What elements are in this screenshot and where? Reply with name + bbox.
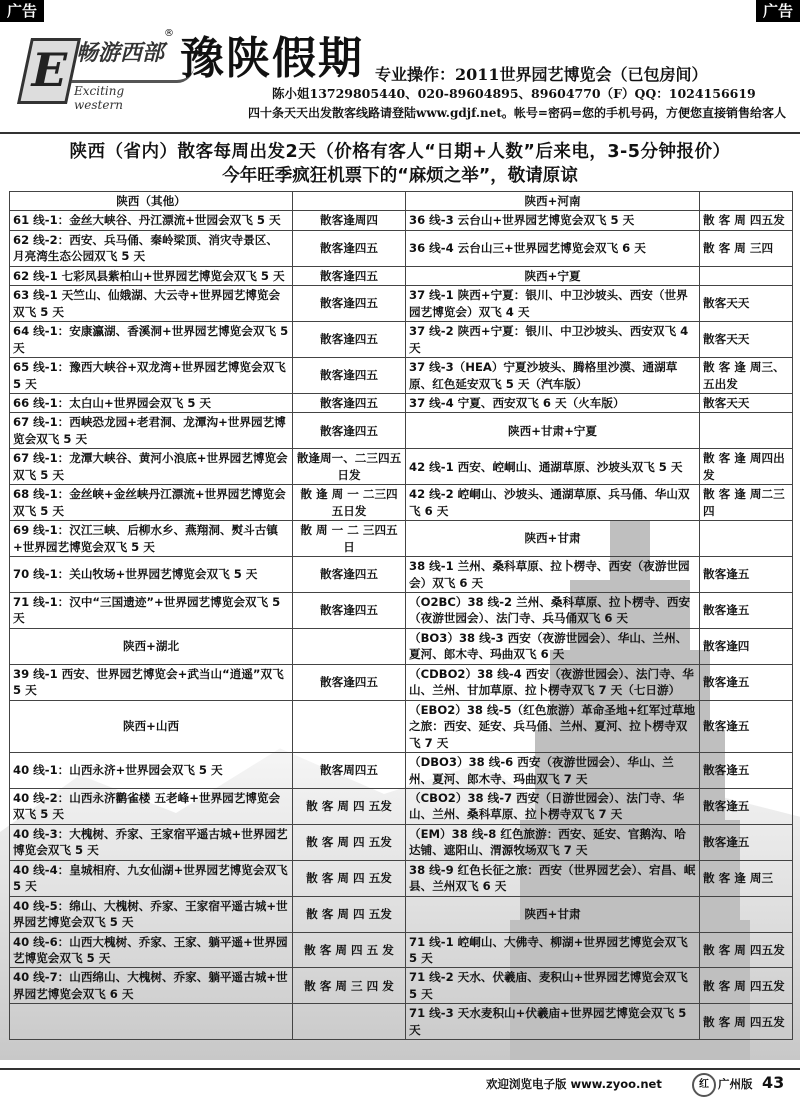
departure-left: 散客逢四五 — [293, 557, 406, 593]
table-row — [10, 824, 793, 860]
table-row — [10, 968, 793, 1004]
route-left: 40 线-4：皇城相府、九女仙湖+世界园艺博览会双飞 5 天 — [10, 860, 293, 896]
section-header-right: 陕西+宁夏 — [406, 266, 700, 285]
logo-e-icon: E — [17, 38, 81, 104]
header-left: 陕西（其他） — [10, 192, 293, 211]
header-right: 陕西+河南 — [406, 192, 700, 211]
table-row — [10, 230, 793, 266]
table-row — [10, 413, 793, 449]
header — [0, 18, 800, 130]
blank-cell — [700, 896, 793, 932]
footer-logo-icon: 红 — [692, 1073, 716, 1097]
route-right: （CDBO2）38 线-4 西安（夜游世园会）、法门寺、华山、兰州、甘加草原、拉卜楞寺双飞 7 天（七日游） — [406, 664, 700, 700]
departure-right: 散 客 逢 周三 — [700, 860, 793, 896]
website-line: 四十条天天出发散客线路请登陆www.gdjf.net。帐号=密码=您的手机号码，方便您直接销售给客人 — [248, 106, 787, 120]
route-right: 38 线-1 兰州、桑科草原、拉卜楞寺、西安（夜游世园会）双飞 6 天 — [406, 557, 700, 593]
table-row — [10, 521, 793, 557]
ad-label-left: 广告 — [0, 0, 44, 22]
departure-right: 散客逢五 — [700, 557, 793, 593]
headline-2: 今年旺季疯狂机票下的“麻烦之举”，敬请原谅 — [222, 166, 578, 186]
blank-cell — [700, 413, 793, 449]
departure-left: 散 客 周 四 五发 — [293, 788, 406, 824]
departure-right: 散 客 周 三四 — [700, 230, 793, 266]
departure-right: 散客逢五 — [700, 753, 793, 789]
route-left: 40 线-5：绵山、大槐树、乔家、王家宿平遥古城+世界园艺博览会双飞 5 天 — [10, 896, 293, 932]
route-left: 62 线-1 七彩凤县紫柏山+世界园艺博览会双飞 5 天 — [10, 266, 293, 285]
route-right: 71 线-1 崆峒山、大佛寺、柳湖+世界园艺博览会双飞 5 天 — [406, 932, 700, 968]
departure-right: 散客逢五 — [700, 788, 793, 824]
footer-site: 欢迎浏览电子版 www.zyoo.net — [486, 1077, 662, 1091]
route-right: 36 线-3 云台山+世界园艺博览会双飞 5 天 — [406, 211, 700, 230]
brand-title: 豫陕假期 — [180, 33, 364, 84]
departure-left: 散 逢 周 一 二三四五日发 — [293, 485, 406, 521]
departure-left: 散 客 周 三 四 发 — [293, 968, 406, 1004]
departure-left: 散 客 周 四 五发 — [293, 824, 406, 860]
table-row — [10, 557, 793, 593]
route-right: 42 线-1 西安、崆峒山、通湖草原、沙坡头双飞 5 天 — [406, 449, 700, 485]
table-row — [10, 860, 793, 896]
route-left: 68 线-1：金丝峡+金丝峡丹江漂流+世界园艺博览会双飞 5 天 — [10, 485, 293, 521]
table-header-row — [10, 192, 793, 211]
header-blank — [700, 192, 793, 211]
departure-left: 散客逢四五 — [293, 286, 406, 322]
route-left: 65 线-1：豫西大峡谷+双龙湾+世界园艺博览会双飞 5 天 — [10, 358, 293, 394]
route-right: 42 线-2 崆峒山、沙坡头、通湖草原、兵马俑、华山双飞 6 天 — [406, 485, 700, 521]
route-right: 37 线-4 宁夏、西安双飞 6 天（火车版） — [406, 393, 700, 412]
table-row — [10, 1004, 793, 1040]
departure-right: 散客天天 — [700, 322, 793, 358]
departure-left: 散客周四五 — [293, 753, 406, 789]
route-right: 36 线-4 云台山三+世界园艺博览会双飞 6 天 — [406, 230, 700, 266]
route-left: 40 线-6：山西大槐树、乔家、王家、躺平遥+世界园艺博览会双飞 5 天 — [10, 932, 293, 968]
departure-left: 散客逢四五 — [293, 322, 406, 358]
blank-cell — [293, 700, 406, 752]
departure-left: 散客逢四五 — [293, 266, 406, 285]
route-left: 63 线-1 天竺山、仙娥湖、大云寺+世界园艺博览会双飞 5 天 — [10, 286, 293, 322]
route-left: 71 线-1：汉中“三国遗迹”+世界园艺博览会双飞 5 天 — [10, 592, 293, 628]
company-logo — [14, 22, 174, 110]
table-row — [10, 286, 793, 322]
route-right: 71 线-2 天水、伏羲庙、麦积山+世界园艺博览会双飞 5 天 — [406, 968, 700, 1004]
table-row — [10, 485, 793, 521]
section-header-left: 陕西+湖北 — [10, 628, 293, 664]
route-right: （CBO2）38 线-7 西安（日游世园会）、法门寺、华山、兰州、桑科草原、拉卜楞寺双飞 7 天 — [406, 788, 700, 824]
departure-right: 散 客 周 四五发 — [700, 211, 793, 230]
contact-line: 陈小姐13729805440、020-89604895、89604770（F）QQ：1024156619 — [272, 86, 756, 101]
route-left: 40 线-2：山西永济鹳雀楼 五老峰+世界园艺博览会双飞 5 天 — [10, 788, 293, 824]
departure-left: 散 周 一 二 三四五日 — [293, 521, 406, 557]
departure-left: 散客逢四五 — [293, 413, 406, 449]
table-row — [10, 266, 793, 285]
departure-right: 散客逢四 — [700, 628, 793, 664]
table-row — [10, 393, 793, 412]
headline-1: 陕西（省内）散客每周出发2天（价格有客人“日期+人数”后来电，3-5分钟报价） — [69, 142, 731, 162]
route-left: 40 线-3：大槐树、乔家、王家宿平遥古城+世界园艺博览会双飞 5 天 — [10, 824, 293, 860]
departure-right: 散 客 逢 周四出发 — [700, 449, 793, 485]
logo-english-name: Exciting western — [74, 84, 125, 112]
departure-left — [293, 1004, 406, 1040]
route-left: 67 线-1：西峡恐龙园+老君洞、龙潭沟+世界园艺博览会双飞 5 天 — [10, 413, 293, 449]
footer — [0, 1068, 800, 1100]
table-row — [10, 664, 793, 700]
departure-right: 散 客 周 四五发 — [700, 932, 793, 968]
departure-right: 散客逢五 — [700, 700, 793, 752]
section-header-left: 陕西+山西 — [10, 700, 293, 752]
departure-left: 散客逢四五 — [293, 393, 406, 412]
departure-left: 散 客 周 四 五发 — [293, 896, 406, 932]
departure-left: 散 客 周 四 五 发 — [293, 932, 406, 968]
departure-left: 散客逢周四 — [293, 211, 406, 230]
operations-line: 专业操作：2011世界园艺博览会（已包房间） — [375, 65, 708, 84]
table-row — [10, 896, 793, 932]
route-right: （EBO2）38 线-5（红色旅游）革命圣地+红军过草地之旅：西安、延安、兵马俑、兰州、夏河、拉卜楞寺双飞 7 天 — [406, 700, 700, 752]
section-header-right: 陕西+甘肃+宁夏 — [406, 413, 700, 449]
table-row — [10, 788, 793, 824]
departure-right: 散客逢五 — [700, 824, 793, 860]
route-right: 37 线-1 陕西+宁夏：银川、中卫沙坡头、西安（世界园艺博览会）双飞 4 天 — [406, 286, 700, 322]
departure-left: 散客逢四五 — [293, 230, 406, 266]
route-left — [10, 1004, 293, 1040]
route-right: 37 线-2 陕西+宁夏：银川、中卫沙坡头、西安双飞 4 天 — [406, 322, 700, 358]
header-blank — [293, 192, 406, 211]
blank-cell — [700, 521, 793, 557]
schedule-table — [9, 191, 793, 1040]
route-left: 40 线-7：山西绵山、大槐树、乔家、躺平遥古城+世界园艺博览会双飞 6 天 — [10, 968, 293, 1004]
table-row — [10, 753, 793, 789]
departure-left: 散 客 周 四 五发 — [293, 860, 406, 896]
route-left: 61 线-1：金丝大峡谷、丹江漂流+世园会双飞 5 天 — [10, 211, 293, 230]
route-left: 66 线-1：太白山+世界园会双飞 5 天 — [10, 393, 293, 412]
departure-left: 散客逢四五 — [293, 592, 406, 628]
footer-edition: 广州版 — [718, 1077, 753, 1091]
departure-left: 散逢周一、二三四五日发 — [293, 449, 406, 485]
table-row — [10, 449, 793, 485]
departure-right: 散 客 逢 周三、五出发 — [700, 358, 793, 394]
route-right: （DBO3）38 线-6 西安（夜游世园会）、华山、兰州、夏河、郎木寺、玛曲双飞 7 天 — [406, 753, 700, 789]
route-right: （EM）38 线-8 红色旅游：西安、延安、官鹅沟、哈达铺、遮阳山、渭源牧场双飞 7 天 — [406, 824, 700, 860]
route-right: 37 线-3（HEA）宁夏沙坡头、腾格里沙漠、通湖草原、红色延安双飞 5 天（汽车版） — [406, 358, 700, 394]
table-row — [10, 211, 793, 230]
table-row — [10, 358, 793, 394]
blank-cell — [293, 628, 406, 664]
departure-right: 散 客 周 四五发 — [700, 1004, 793, 1040]
route-left: 69 线-1：汉江三峡、后柳水乡、燕翔洞、熨斗古镇+世界园艺博览会双飞 5 天 — [10, 521, 293, 557]
header-divider — [0, 132, 800, 134]
route-left: 70 线-1：关山牧场+世界园艺博览会双飞 5 天 — [10, 557, 293, 593]
route-right: （BO3）38 线-3 西安（夜游世园会）、华山、兰州、夏河、郎木寺、玛曲双飞 6 天 — [406, 628, 700, 664]
departure-right: 散客逢五 — [700, 592, 793, 628]
departure-right: 散客天天 — [700, 286, 793, 322]
route-left: 62 线-2：西安、兵马俑、秦岭梁顶、消灾寺景区、月亮湾生态公园双飞 5 天 — [10, 230, 293, 266]
section-header-right: 陕西+甘肃 — [406, 521, 700, 557]
blank-cell — [700, 266, 793, 285]
section-header-right: 陕西+甘肃 — [406, 896, 700, 932]
logo-chinese-name: 畅游西部 — [76, 41, 165, 66]
route-left: 39 线-1 西安、世界园艺博览会+武当山“逍遥”双飞 5 天 — [10, 664, 293, 700]
table-row — [10, 322, 793, 358]
departure-right: 散客逢五 — [700, 664, 793, 700]
table-row — [10, 700, 793, 752]
table-row — [10, 592, 793, 628]
registered-mark: ® — [164, 28, 174, 39]
departure-left: 散客逢四五 — [293, 358, 406, 394]
departure-right: 散 客 逢 周二三四 — [700, 485, 793, 521]
departure-left: 散客逢四五 — [293, 664, 406, 700]
route-right: 38 线-9 红色长征之旅：西安（世界园艺会）、宕昌、岷县、兰州双飞 6 天 — [406, 860, 700, 896]
route-right: （O2BC）38 线-2 兰州、桑科草原、拉卜楞寺、西安（夜游世园会）、法门寺、兵马俑双飞 6 天 — [406, 592, 700, 628]
route-left: 67 线-1：龙潭大峡谷、黄河小浪底+世界园艺博览会双飞 5 天 — [10, 449, 293, 485]
departure-right: 散 客 周 四五发 — [700, 968, 793, 1004]
ad-label-right: 广告 — [756, 0, 800, 22]
departure-right: 散客天天 — [700, 393, 793, 412]
table-row — [10, 932, 793, 968]
route-right: 71 线-3 天水麦积山+伏羲庙+世界园艺博览会双飞 5 天 — [406, 1004, 700, 1040]
route-left: 64 线-1：安康瀛湖、香溪洞+世界园艺博览会双飞 5 天 — [10, 322, 293, 358]
page-number: 43 — [762, 1073, 785, 1092]
table-row — [10, 628, 793, 664]
route-left: 40 线-1：山西永济+世界园会双飞 5 天 — [10, 753, 293, 789]
